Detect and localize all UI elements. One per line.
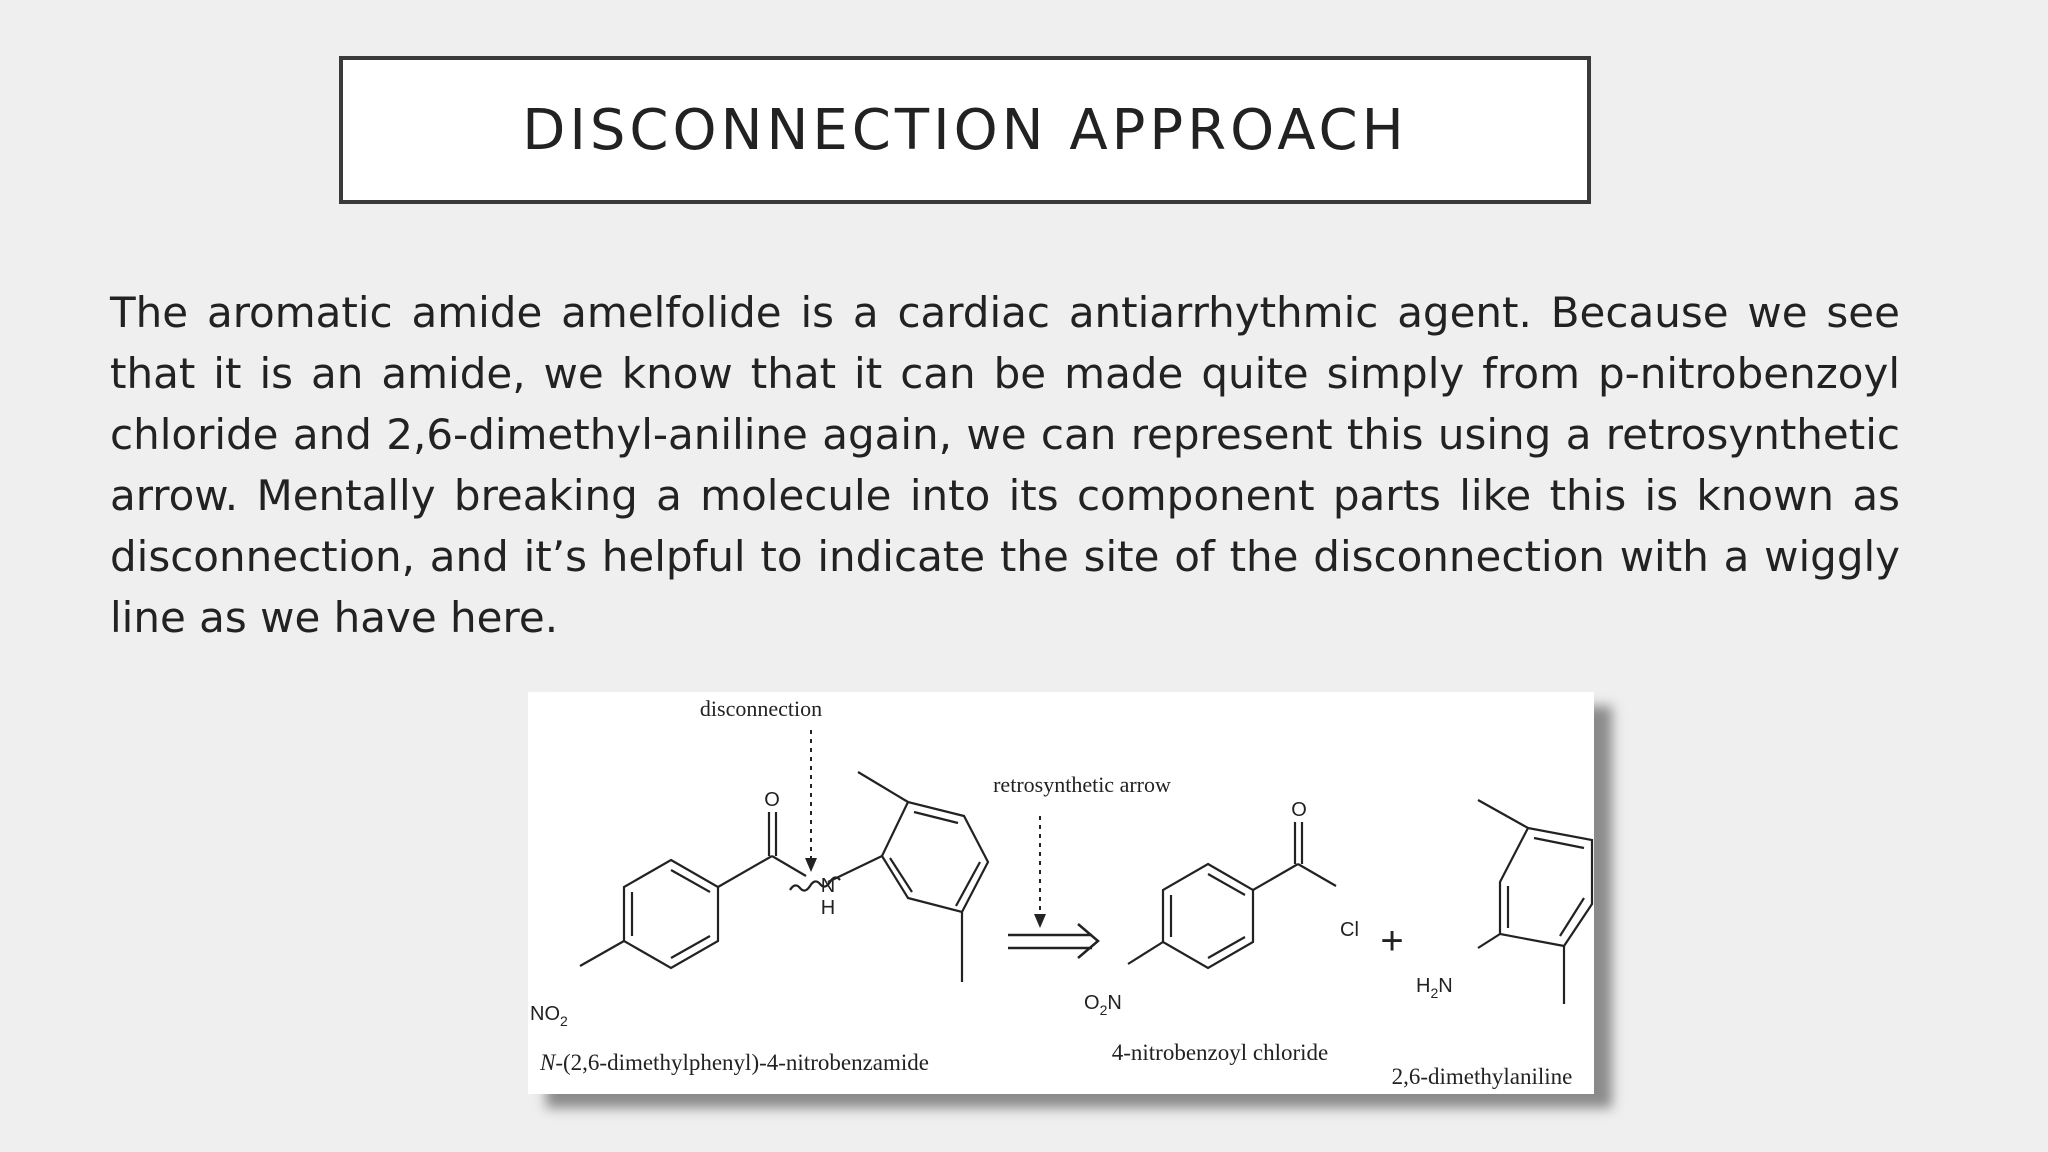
body-paragraph: The aromatic amide amelfolide is a cardiac antiarrhythmic agent. Because we see that it is an amide, we know that it can be made quite simply from p-nitrobenzoyl chloride and 2,6-dimethyl-aniline again, we can represent this using a retrosynthetic arrow. Mentally breaking a molecule into its component parts like this is known as disconnection, and it’s helpful to indicate the site of the disconnection with a wiggly line as we have here.: [110, 288, 1900, 642]
aniline-nh2-bond: [1478, 934, 1500, 948]
chloride-carbonyl-bond: [1253, 864, 1298, 890]
amide-carbonyl-bond: [718, 856, 772, 887]
title-box: [339, 56, 1591, 204]
chloride-ring-double-2: [1208, 874, 1245, 895]
chloride-molecule: [1128, 822, 1336, 968]
chloride-name: 4-nitrobenzoyl chloride: [1111, 1040, 1329, 1065]
methyl-top: [858, 772, 908, 802]
amide-benzene-ring: [624, 860, 718, 968]
amide-ring-double-3: [671, 936, 710, 958]
atom-o2n-chloride: $O_2N$: [1084, 992, 1122, 1018]
aniline-methyl-top: [1478, 800, 1528, 828]
amide-ring-double-2: [671, 870, 710, 892]
atom-cl: Cl: [1340, 919, 1359, 941]
retrosynthetic-arrow: [1008, 924, 1098, 958]
amide-nitro-bond: [580, 941, 624, 966]
slide-title: DISCONNECTION APPROACH: [522, 97, 1408, 163]
atom-n-amide: N: [820, 875, 836, 897]
plus-sign: +: [1380, 919, 1404, 963]
reaction-figure: [528, 692, 1594, 1094]
aniline-ring-left: [882, 802, 988, 912]
disconnection-label: disconnection: [699, 696, 823, 721]
atom-h2n-aniline: $H_2N$: [1416, 975, 1453, 1001]
aniline-ring-double-2: [1560, 898, 1584, 936]
chloride-nitro-bond: [1128, 942, 1163, 964]
aniline-name: 2,6-dimethylaniline: [1391, 1064, 1573, 1089]
aniline-ring-double-1: [1534, 838, 1584, 848]
atom-o-amide: O: [764, 789, 780, 811]
atom-h-amide: H: [820, 897, 836, 919]
amide-name: N-(2,6-dimethylphenyl)-4-nitrobenzamide: [540, 1050, 929, 1075]
chloride-benzene-ring: [1163, 864, 1253, 968]
amide-cn-bond: [772, 856, 806, 876]
chloride-ring-double-3: [1208, 937, 1245, 958]
atom-no2-amide: $NO_2$: [530, 1003, 568, 1029]
retro-pointer-head: [1034, 914, 1046, 928]
chloride-ccl-bond: [1298, 864, 1336, 886]
retro-arrow-label: retrosynthetic arrow: [993, 772, 1171, 797]
retro-arrow-head: [1078, 924, 1098, 958]
amide-molecule: [580, 772, 988, 982]
figure-panel: [528, 692, 1594, 1094]
disconnection-pointer-head: [805, 858, 817, 872]
atom-o-chloride: O: [1291, 799, 1307, 821]
aniline-ring: [1500, 828, 1592, 946]
aniline-molecule: [1478, 800, 1592, 1004]
reaction-scheme: [528, 692, 1594, 1094]
amide-n-aryl-bond: [828, 856, 882, 882]
